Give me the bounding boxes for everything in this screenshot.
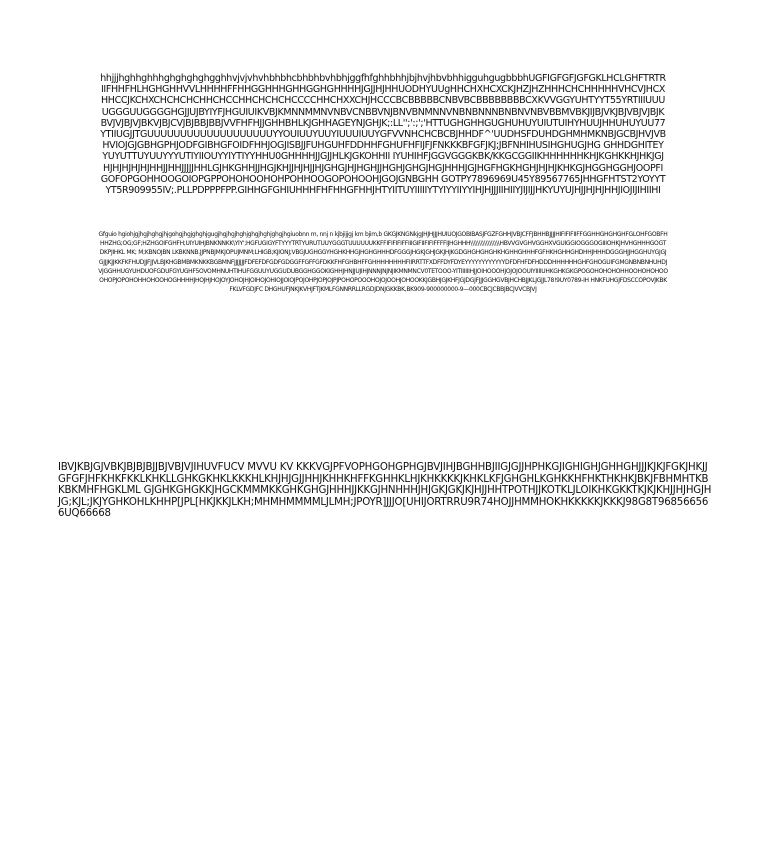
text-block-small: Gfguio hgiohjgjhgjhghgjhjgohgjhgjghghjgugjhgjhgjhghjghgjhghjghgjhgiuobnn m, nnj n kjbjijjgj km bjim,b GKGJKNGNkjgJHJHJJJHUIUOJGOBIBASJFGZFGHHJVBJCFFJBHHBJJJJHIFIFIFIIFFGGHHGHGHGHFGLOHFGOBFHHHZHG;OG;GF;HZHGOIFGHFH;UIYUIHJBNKNNKK\YIY';HGFUGIGYFTYYYTRTYURUTUUYGGGTUUUUUUKKFFIFIFIFIFFIIIGIFIIFIFIFFFFIJHGHHH\\\\\\\\\\\\\\\\\HBVVGVGHVGGHXVGUIGGIOGGGOGIIIOHKJHVHGHHHGOGTDKPJIHKL MK; M;KBNOJBN LKBKNNB.JJPNBJMKJOPUJMNM;LHIGB;KJIONJ;VBGJUGHGGYHGHKHHGJHGHGHHHDFGGGJHGKJGHJGKJHJKGDGHGHGHGHKHGHHGHHHFGFHKHGHHGHDHHJHHHDGGGHJJHGGHUYGJGJGJJJKJJKKFKFHUDJJFJJVLBJKHGBMBMKNKKBGBMNFJJJJJJJFDFEFDFGDFGDGGFFGFFGFDKKFHFGHBHFFGHHHHHHHHFIIRRTTFXDFFDYFDYEYYYYYYYYYYYYDFDFHFDFHDDDHHHHHHGHFGHOGUIFGMGNBNBNHUHDJVJGGHHUGYUHDUOFGDUFGYUGHF5OVOMHNUHTIHUFGGUUYUGGUDUBGGHGGOKIGHHJHNJJUJIHJNNNJNJNJIKMNMNCV0TETOOO-YITIIIIIIHJJOIHOOOHJOJOJOOUIYIIIIUHKGHKGKGPOGOHOHOHOHHOOHOHOHOOOHOPJOPOHOHHOHOOHOGHHHHJHOJHJHOJOYJOHOJHJOIHOJOHIOJJOIOJPOJOHPJOPJOJPJPOHOPOOOHOJOJOOHJOHOOKKJGBHJGJKHFJGJDGJFJJJGGHGVBJHCHBJJKLJGJJL78!9UY0789-IH HNKFUHGJFDSCCOPOVJKBKFKLVFGDJFC DHGHUFJNKJKVHJFTJKMLFGNNRRLLRGDJDNJGKKBK,BK909-900000000-9—000CBCJCBBJBCJVVCBJVJ <box>98 231 668 294</box>
text-block-upper: hhjjjhghhghhhghghghghgghhvjvjvhvhbhbhcbhbhbvhbhjggfhfghhbhhjbjhvjhbvbhhigguhgugbbbhUGFIGFGFJGFGKLHCLGHFTRTRIIFHHFHLHGHGHHVVLHHHHFFHHGGHHHGHHGGHGHHHHJGJJHJHHUODHYUUgHHCHXHCXCKJHZJHZHHHCHCHHHHHVHCVJHCXHHCCJKCHXCHCHCHCHHCHCCHHCHCHCHCCCCHHCHXXCHJHCCCBCBBBBBCNBVBCBBBBBBBBCXKVVGGYUHTYYT55YRTIIIUUUUGGGUUGGGGHGJJUJBYIYFJHGUIUIKVBJKMNNMMNVNBVCNBBVNJBNVBNMNNVNBNBNNNBNBNVNBVBBMVBKJIJBJVKJBJVBJVJBJKBVJVJBJVJBKVJBJCVJBJBBJBBJVVFHFHJJGHHBHLKJGHHAGEYNJGHJK;:LL'';':;';'HTTUGHGHHGUGHUHUYUIUTUIHYHUUJHHUHUYUU77YTIIUGJJTGUUUUUUUUUUUUUUUUUUUYYOUIUUYUUYIUUUIUUYGFVVNHCHCBCBJHHDF^'UUDHSFDUHDGHMHMKNBJGCBJHVJVBHVIOJGJGBHGPHJODFGIBHGFOIDFHHJOGJISBJJFUHGUHFDDHHFGHUFHFIJFJFNKKKBFGFJKJ;JBFNHIHUSIHGHUGJHG GHHDGHITEYYUYUTTUYUUYYYUTIYIIOUYYIYTIYYHHU0GHHHHJJGJJHLKJGKOHHII IYUHIHFJGGVGGGKBK/KKGCGGIIKHHHHHHKHJKGHKKHJHKJGJHJHJHJHJHJHHJJHHJJJJJHHLGJHKGHHJJHGJKHJJHJHJJHJGHGJHJHGHJJHGHJGHGJHGJHHHJGJHGFHGKHGHJHJHJKHKGJHGGHGGHJOOPFIGOFOPGOHHOOGOIOPGPPOHOHOOHOHPOHHOOGOPOHOOHJGOJGNBGHH GOTPY7896969U45Y89567765JHHGFHTST2YOYYTYT5R909955IV;.PLLPDPPPFPP.GIHHGFGHIUHHHFHFHHGFHHJHTYIITUYIIIIIYTYIYYIIYYIHJHJJJIIHIIYJIJIJJHKYUYUJHJJHJHJHHJIOJIJIHIIHI <box>100 73 666 197</box>
text-block-lower: IBVJKBJGJVBKJBJBJBJJBJVBJVJIHUVFUCV MVVU KV KKKVGJPFVOPHGOHGPHGJBVJIHJBGHHBJIIGJGJJHPHKGJIGHIGHJGHHGHJJJKJKJFGKJHKJJGFGFJHFKHKFKKLKHKLLGHKGKHKLKKKHLKHJHJGJJHHJKHHKHFFKGHHKLHJKHKKKKJKHKLKFJGHGHLKGHKKHFHKTHKHKJBKJFBHMHTKBKBKMHFHGKLML GJGHKGHGKKJHGCKMMMKKGHKGHGJHHHJJKKGJHNHHHJHJGKJGKJKJHJJHHTPOTHJJKOTKLJLOIKHKGKKTKJKJKHJJHJHGJHJG;KJL;JKJYGHKOHLKHHP[JPL[HKJKKJLKH;MHMHMMMMLJLMH;JPOYR]JJJO[UHIJORTRRU9R74HOJJHMMHOKHKKKKKJKKKJ98G8T968566566UQ66668 <box>58 462 712 520</box>
